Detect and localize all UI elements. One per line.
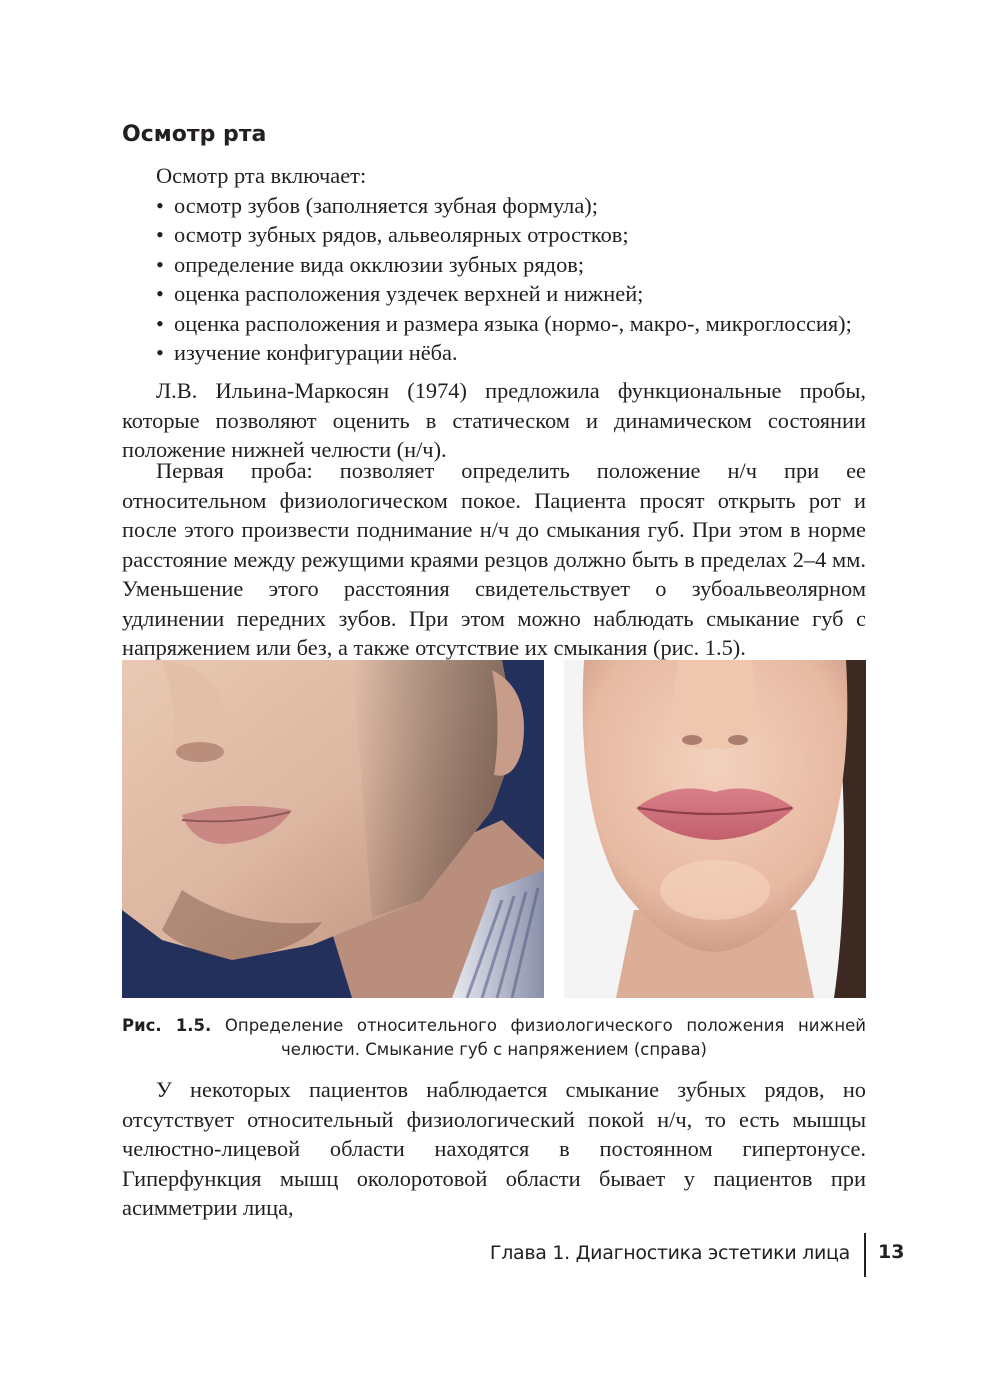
paragraph-first-test — [122, 456, 866, 663]
figure-label: Рис. 1.5. — [122, 1016, 212, 1035]
page-number: 13 — [878, 1241, 905, 1263]
exam-list — [122, 191, 866, 368]
paragraph-text: У некоторых пациентов наблюдается смыкание зубных рядов, но отсутствует относительный физиологический покой н/ч, то есть мышцы челюстно-лицевой области находятся в постоянном гипертонусе. Гиперфункция мышц околоротовой области бывает у пациентов при асимметрии лица, — [122, 1077, 866, 1220]
list-item: • определение вида окклюзии зубных рядов; — [122, 250, 866, 280]
list-item: • осмотр зубных рядов, альвеолярных отростков; — [122, 220, 866, 250]
photo-male-lower-face — [122, 660, 544, 998]
paragraph-ilina — [122, 376, 866, 465]
caption-text-1: Определение относительного физиологического положения нижней — [224, 1016, 866, 1035]
intro-block — [122, 161, 866, 368]
caption-line-2: челюсти. Смыкание губ с напряжением (справа) — [281, 1040, 707, 1059]
footer-divider — [864, 1233, 866, 1277]
intro-text: Осмотр рта включает: — [156, 163, 367, 188]
paragraph-hypertonus — [122, 1075, 866, 1223]
caption-line-1 — [122, 1014, 866, 1038]
list-item: • изучение конфигурации нёба. — [122, 338, 866, 368]
list-item: • оценка расположения и размера языка (нормо-, макро-, микроглоссия); — [122, 309, 866, 339]
photo-female-lower-face — [564, 660, 866, 998]
section-heading: Осмотр рта — [122, 122, 267, 147]
list-item: • осмотр зубов (заполняется зубная формула); — [122, 191, 866, 221]
paragraph-text: Первая проба: позволяет определить положение н/ч при ее относительном физиологическом покое. Пациента просят открыть рот и после этого произвести поднимание н/ч до смыкания губ. При этом в норме расстояние между режущими краями резцов должно быть в пределах 2–4 мм. Уменьшение этого расстояния свидетельствует о зубоальвеолярном удлинении передних зубов. При этом можно наблюдать смыкание губ с напряжением или без, а также отсутствие их смыкания (рис. 1.5). — [122, 458, 866, 660]
paragraph-text: Л.В. Ильина-Маркосян (1974) предложила функциональные пробы, которые позволяют оценить в статическом и динамическом состоянии положение нижней челюсти (н/ч). — [122, 378, 866, 462]
running-footer-chapter: Глава 1. Диагностика эстетики лица — [489, 1242, 850, 1264]
list-item: • оценка расположения уздечек верхней и нижней; — [122, 279, 866, 309]
figure-caption — [122, 1014, 866, 1062]
